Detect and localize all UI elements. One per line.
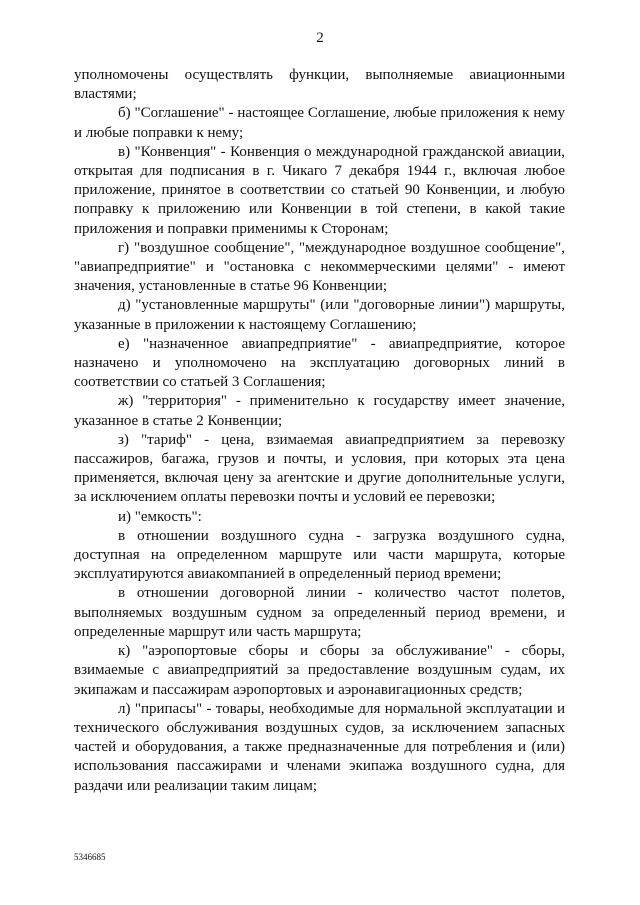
paragraph-k-charges: к) "аэропортовые сборы и сборы за обслуживание" - сборы, взимаемые с авиапредприятий за предоставление воздушным судам, их экипажам и пассажирам аэропортовых и аэронавигационных средств; <box>74 643 565 698</box>
document-body <box>74 66 565 796</box>
paragraph-b-agreement: б) "Соглашение" - настоящее Соглашение, любые приложения к нему и любые поправки к нему; <box>74 105 565 141</box>
paragraph-capacity-aircraft: в отношении воздушного судна - загрузка воздушного судна, доступная на определенном маршруте или части маршрута, которые эксплуатируются авиакомпанией в определенный период времени; <box>74 527 565 583</box>
paragraph-capacity-line: в отношении договорной линии - количество частот полетов, выполняемых воздушным судном за определенный период времени, и определенные маршрут или часть маршрута; <box>74 585 565 640</box>
page-number: 2 <box>316 30 324 46</box>
paragraph-v-convention: в) "Конвенция" - Конвенция о международной гражданской авиации, открытая для подписания в г. Чикаго 7 декабря 1944 г., включая любое приложение, принятое в соответствии со статьей 90 Конвенции, и любую поправку к приложению или Конвенции в той степени, в какой такие приложения и поправки применимы к Сторонам; <box>74 143 565 237</box>
paragraph-l-stores: л) "припасы" - товары, необходимые для нормальной эксплуатации и технического обслуживания воздушных судов, за исключением запасных частей и оборудования, а также предназначенные для потребления и (или) использования пассажирами и членами экипажа воздушного судна, для раздачи или реализации таким лицам; <box>74 700 565 794</box>
document-code: 5346685 <box>74 852 106 862</box>
paragraph-e-designated-airline: е) "назначенное авиапредприятие" - авиапредприятие, которое назначено и уполномочено на эксплуатацию договорных линий в соответствии со статьей 3 Соглашения; <box>74 335 565 391</box>
paragraph-i-capacity: и) "емкость": <box>118 508 202 525</box>
paragraph-g-air-service: г) "воздушное сообщение", "международное воздушное сообщение", "авиапредприятие" и "остановка с некоммерческими целями" - имеют значения, установленные в статье 96 Конвенции; <box>74 239 565 295</box>
paragraph-zh-territory: ж) "территория" - применительно к государству имеет значение, указанное в статье 2 Конвенции; <box>74 393 565 429</box>
paragraph-intro: уполномочены осуществлять функции, выполняемые авиационными властями; <box>74 67 565 103</box>
paragraph-d-routes: д) "установленные маршруты" (или "договорные линии") маршруты, указанные в приложении к настоящему Соглашению; <box>74 297 565 333</box>
paragraph-z-tariff: з) "тариф" - цена, взимаемая авиапредприятием за перевозку пассажиров, багажа, грузов и почты, и условия, при которых эта цена применяется, включая цену за агентские и другие дополнительные услуги, за исключением оплаты перевозки почты и условий ее перевозки; <box>74 431 565 506</box>
